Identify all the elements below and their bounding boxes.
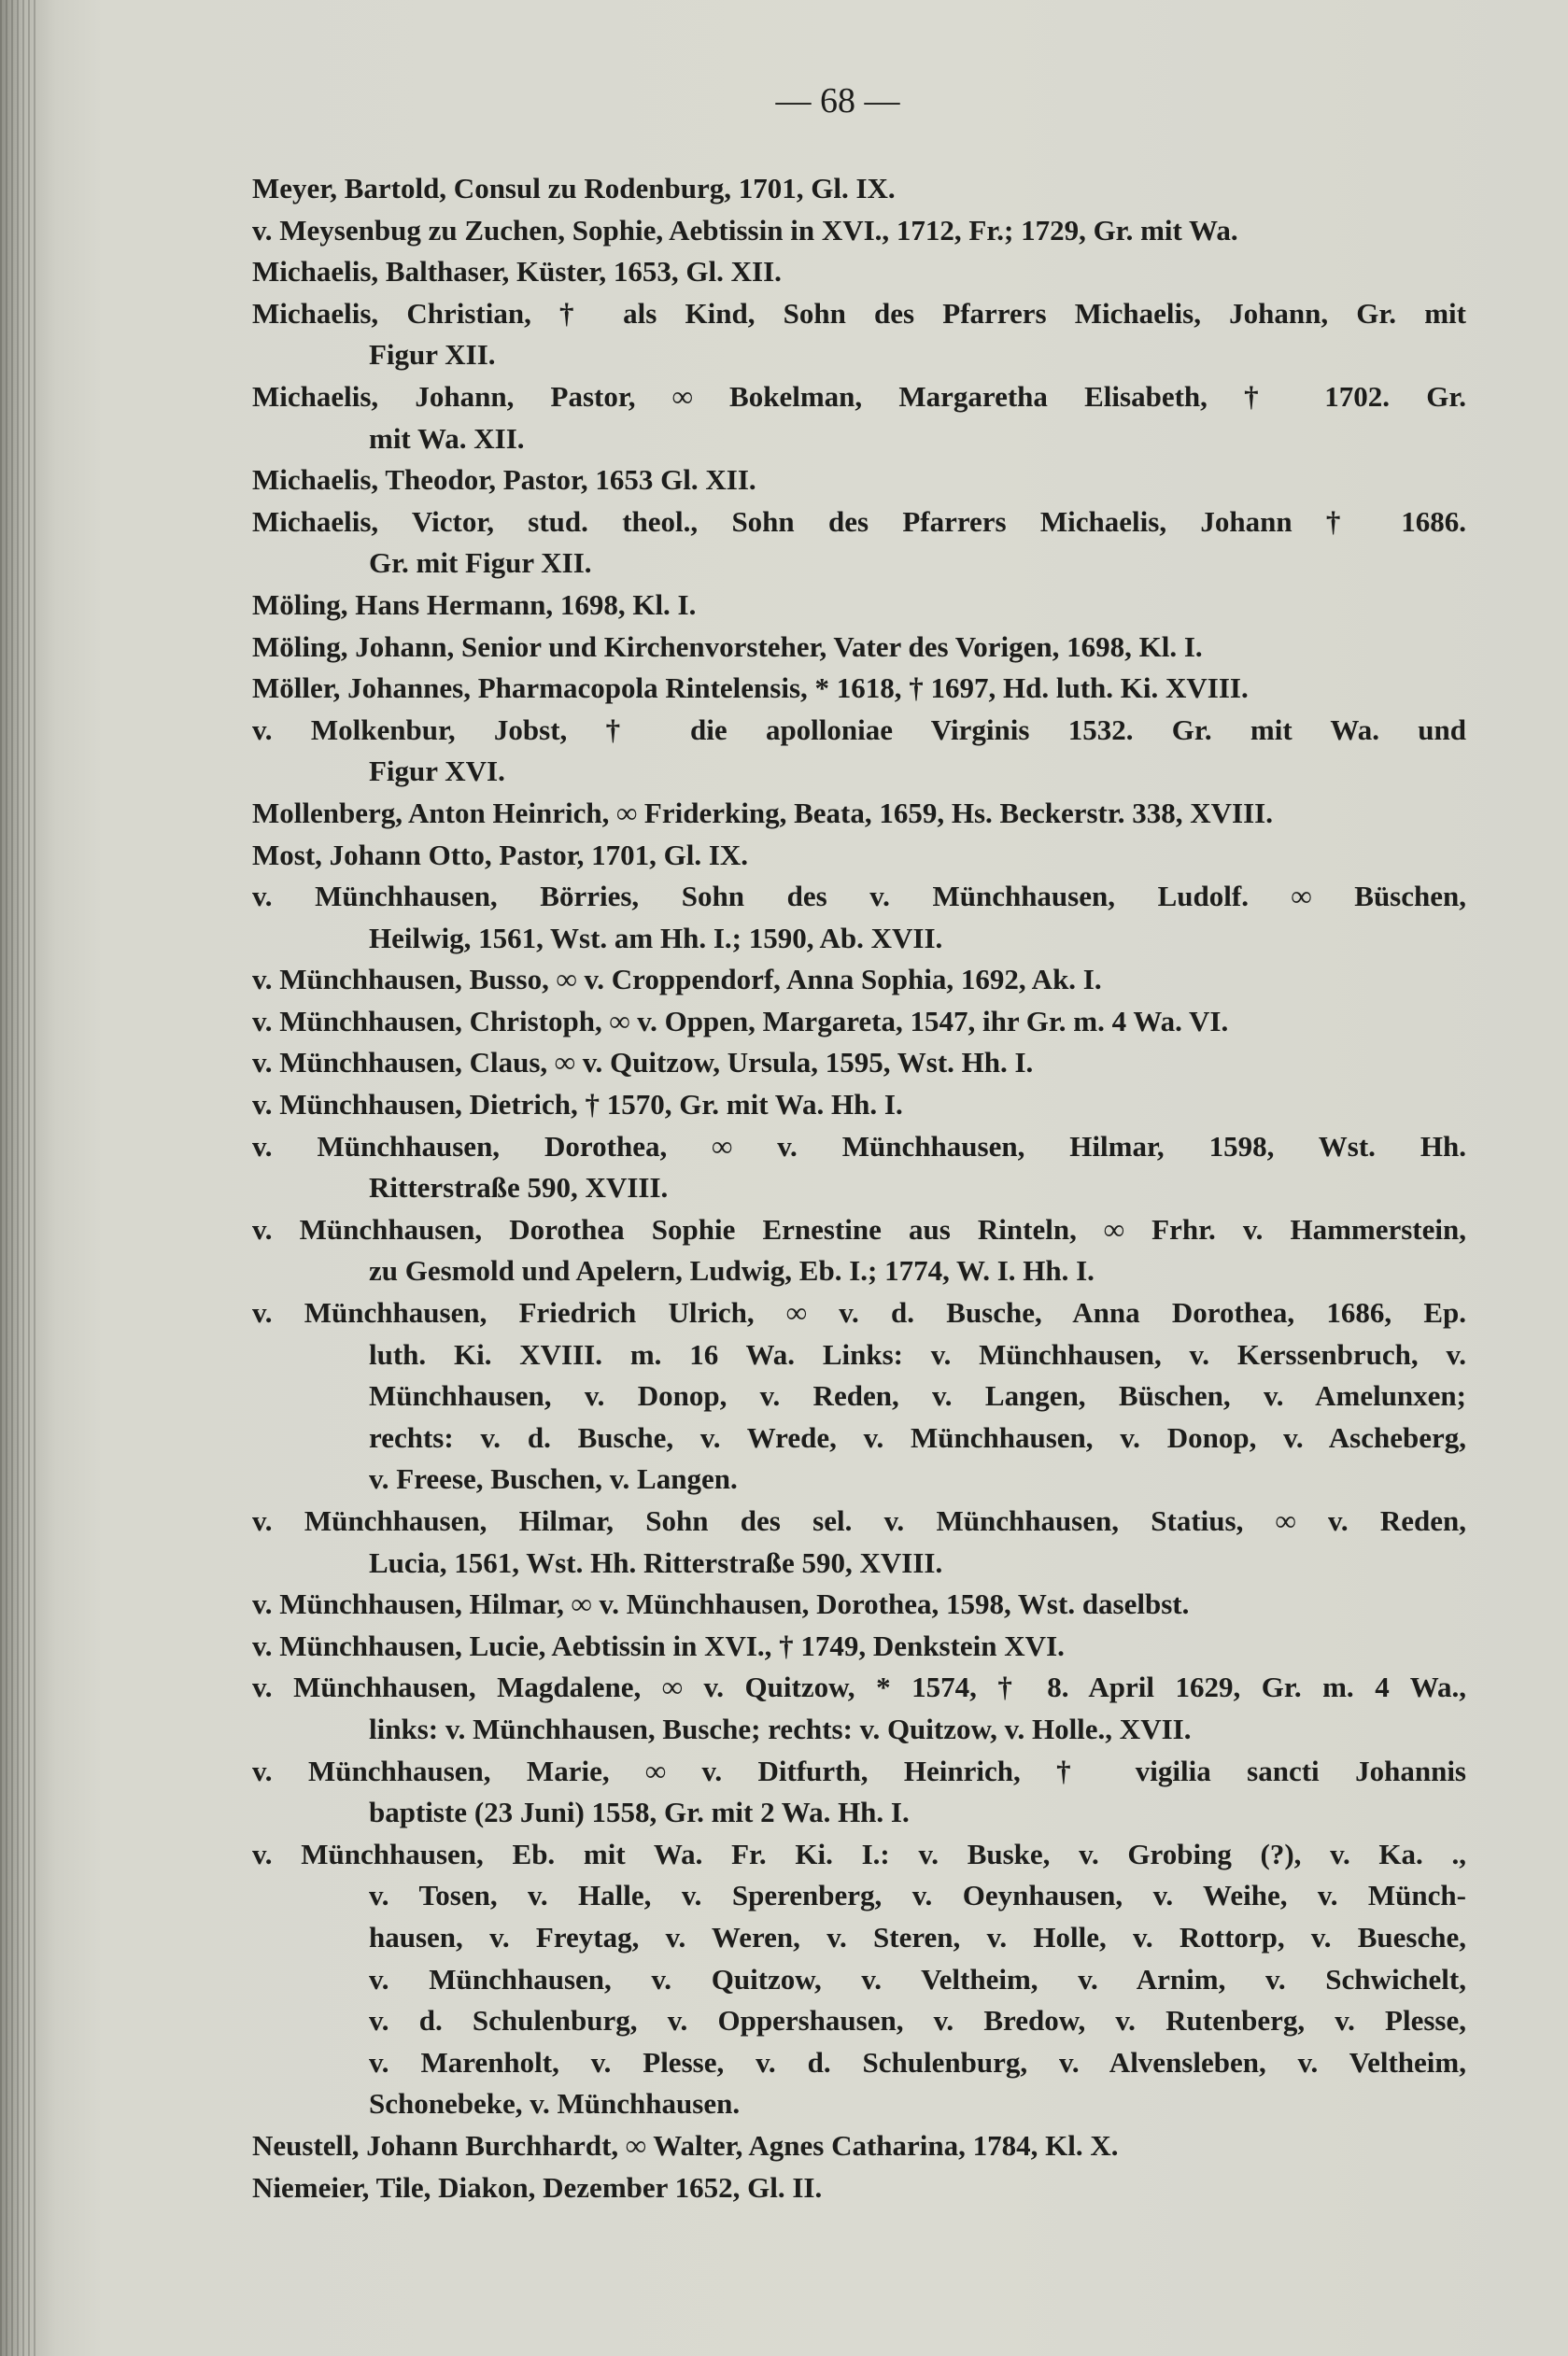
entry-continuation-line: v. d. Schulenburg, v. Oppershausen, v. Bredow, v. Rutenberg, v. Plesse, [369,2004,1466,2038]
entry-continuation-line: Ritterstraße 590, XVIII. [369,1171,669,1205]
entry-line: v. Münchhausen, Börries, Sohn des v. Münchhausen, Ludolf. ∞ Büschen, [252,880,1466,913]
entry-line: v. Münchhausen, Claus, ∞ v. Quitzow, Ursula, 1595, Wst. Hh. I. [252,1046,1034,1079]
index-entry [252,459,1466,501]
entry-line: Meyer, Bartold, Consul zu Rodenburg, 1701, Gl. IX. [252,172,896,205]
index-entry [252,1667,1466,1750]
entry-line: v. Münchhausen, Dietrich, † 1570, Gr. mit Wa. Hh. I. [252,1088,903,1122]
index-entries [252,168,1466,2208]
entry-line: v. Münchhausen, Busso, ∞ v. Croppendorf, Anna Sophia, 1692, Ak. I. [252,963,1102,996]
index-entry [252,1292,1466,1501]
entry-continuation-line: Heilwig, 1561, Wst. am Hh. I.; 1590, Ab. XVII. [369,921,943,954]
entry-line: v. Münchhausen, Dorothea, ∞ v. Münchhausen, Hilmar, 1598, Wst. Hh. [252,1129,1466,1163]
index-entry [252,585,1466,627]
index-entry [252,1501,1466,1584]
entry-continuation-line: v. Freese, Buschen, v. Langen. [369,1462,738,1496]
entry-continuation-line: Gr. mit Figur XII. [369,546,592,580]
entry-line: v. Münchhausen, Lucie, Aebtissin in XVI., † 1749, Denkstein XVI. [252,1629,1065,1662]
index-entry [252,710,1466,793]
entry-line: Mollenberg, Anton Heinrich, ∞ Friderking, Beata, 1659, Hs. Beckerstr. 338, XVIII. [252,796,1273,829]
entry-continuation-line: v. Münchhausen, v. Quitzow, v. Veltheim, v. Arnim, v. Schwichelt, [369,1962,1466,1996]
entry-continuation-line: hausen, v. Freytag, v. Weren, v. Steren, v. Holle, v. Rottorp, v. Buesche, [369,1920,1466,1954]
page-number: — 68 — [775,81,900,120]
entry-continuation-line: luth. Ki. XVIII. m. 16 Wa. Links: v. Münchhausen, v. Kerssenbruch, v. [369,1337,1466,1371]
index-entry [252,1001,1466,1043]
entry-continuation-line: rechts: v. d. Busche, v. Wrede, v. Münchhausen, v. Donop, v. Ascheberg, [369,1420,1466,1454]
index-entry [252,1042,1466,1084]
index-entry [252,627,1466,669]
entry-line: Michaelis, Johann, Pastor, ∞ Bokelman, Margaretha Elisabeth, † 1702. Gr. [252,379,1466,413]
entry-line: Neustell, Johann Burchhardt, ∞ Walter, Agnes Catharina, 1784, Kl. X. [252,2128,1119,2162]
entry-line: v. Münchhausen, Dorothea Sophie Ernestine aus Rinteln, ∞ Frhr. v. Hammerstein, [252,1212,1466,1246]
index-entry [252,168,1466,210]
entry-continuation-line: v. Tosen, v. Halle, v. Sperenberg, v. Oeynhausen, v. Weihe, v. Münch- [369,1879,1466,1912]
entry-line: Michaelis, Victor, stud. theol., Sohn des Pfarrers Michaelis, Johann † 1686. [252,504,1466,538]
entry-line: Niemeier, Tile, Diakon, Dezember 1652, Gl. II. [252,2170,823,2204]
entry-line: v. Münchhausen, Friedrich Ulrich, ∞ v. d. Busche, Anna Dorothea, 1686, Ep. [252,1296,1466,1330]
index-entry [252,501,1466,585]
entry-continuation-line: links: v. Münchhausen, Busche; rechts: v. Quitzow, v. Holle., XVII. [369,1712,1192,1745]
entry-line: v. Münchhausen, Hilmar, ∞ v. Münchhausen, Dorothea, 1598, Wst. daselbst. [252,1587,1190,1621]
index-entry [252,1834,1466,2125]
entry-continuation-line: zu Gesmold und Apelern, Ludwig, Eb. I.; 1774, W. I. Hh. I. [369,1254,1095,1288]
index-entry [252,2167,1466,2209]
book-binding-edge [0,0,39,2356]
index-entry [252,876,1466,959]
entry-line: Michaelis, Balthaser, Küster, 1653, Gl. XII. [252,255,782,289]
entry-continuation-line: Münchhausen, v. Donop, v. Reden, v. Langen, Büschen, v. Amelunxen; [369,1379,1466,1413]
entry-line: Möller, Johannes, Pharmacopola Rintelensis, * 1618, † 1697, Hd. luth. Ki. XVIII. [252,671,1249,705]
entry-line: v. Münchhausen, Magdalene, ∞ v. Quitzow, * 1574, † 8. April 1629, Gr. m. 4 Wa., [252,1671,1466,1704]
index-entry [252,793,1466,835]
entry-line: v. Münchhausen, Marie, ∞ v. Ditfurth, Heinrich, † vigilia sancti Johannis [252,1754,1466,1787]
entry-line: Möling, Hans Hermann, 1698, Kl. I. [252,587,697,621]
entry-line: v. Meysenbug zu Zuchen, Sophie, Aebtissin in XVI., 1712, Fr.; 1729, Gr. mit Wa. [252,213,1238,247]
index-entry [252,668,1466,710]
index-entry [252,376,1466,459]
entry-continuation-line: Schonebeke, v. Münchhausen. [369,2087,741,2121]
entry-line: v. Münchhausen, Christoph, ∞ v. Oppen, Margareta, 1547, ihr Gr. m. 4 Wa. VI. [252,1004,1229,1037]
entry-continuation-line: Figur XVI. [369,755,505,788]
index-entry [252,210,1466,252]
index-entry [252,2125,1466,2167]
entry-line: Möling, Johann, Senior und Kirchenvorsteher, Vater des Vorigen, 1698, Kl. I. [252,629,1203,663]
index-entry [252,293,1466,376]
index-entry [252,1209,1466,1292]
index-entry [252,1084,1466,1126]
index-entry [252,959,1466,1001]
index-entry [252,1751,1466,1834]
entry-line: v. Molkenbur, Jobst, † die apolloniae Virginis 1532. Gr. mit Wa. und [252,712,1466,746]
entry-line: v. Münchhausen, Eb. mit Wa. Fr. Ki. I.: v. Buske, v. Grobing (?), v. Ka. ., [252,1837,1466,1870]
entry-line: Michaelis, Theodor, Pastor, 1653 Gl. XII. [252,463,756,497]
entry-continuation-line: Figur XII. [369,338,496,372]
entry-line: Michaelis, Christian, † als Kind, Sohn des Pfarrers Michaelis, Johann, Gr. mit [252,296,1466,330]
entry-continuation-line: mit Wa. XII. [369,421,525,455]
index-entry [252,1584,1466,1626]
entry-line: v. Münchhausen, Hilmar, Sohn des sel. v. Münchhausen, Statius, ∞ v. Reden, [252,1504,1466,1537]
index-entry [252,835,1466,877]
entry-continuation-line: v. Marenholt, v. Plesse, v. d. Schulenburg, v. Alvensleben, v. Veltheim, [369,2045,1466,2079]
entry-continuation-line: Lucia, 1561, Wst. Hh. Ritterstraße 590, XVIII. [369,1545,943,1579]
index-entry [252,251,1466,293]
index-entry [252,1626,1466,1668]
entry-continuation-line: baptiste (23 Juni) 1558, Gr. mit 2 Wa. Hh. I. [369,1796,910,1829]
index-entry [252,1126,1466,1209]
entry-line: Most, Johann Otto, Pastor, 1701, Gl. IX. [252,838,749,871]
